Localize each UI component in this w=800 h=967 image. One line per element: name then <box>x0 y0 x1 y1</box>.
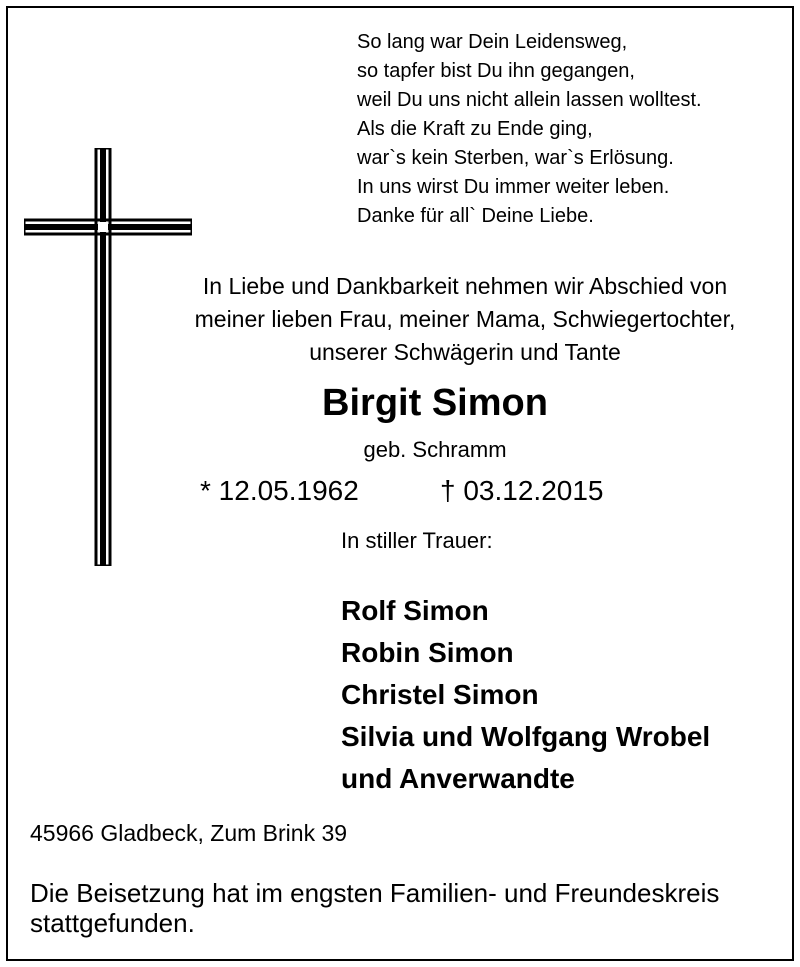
mourner: Robin Simon <box>341 637 514 668</box>
intro-line: unserer Schwägerin und Tante <box>309 339 621 365</box>
mourner: Christel Simon <box>341 679 539 710</box>
poem-line: So lang war Dein Leidensweg, <box>357 31 628 53</box>
poem-line: Danke für all` Deine Liebe. <box>357 205 594 227</box>
poem-line: so tapfer bist Du ihn gegangen, <box>357 60 635 82</box>
intro-line: In Liebe und Dankbarkeit nehmen wir Abschied von <box>202 273 728 299</box>
death-date: † 03.12.2015 <box>440 475 604 506</box>
deceased-name: Birgit Simon <box>322 382 548 424</box>
mourning-label: In stiller Trauer: <box>341 528 493 553</box>
poem-line: In uns wirst Du immer weiter leben. <box>357 176 670 198</box>
mourners-list <box>341 590 710 800</box>
poem-line: Als die Kraft zu Ende ging, <box>357 118 593 140</box>
intro-line: meiner lieben Frau, meiner Mama, Schwiegertochter, <box>194 306 736 332</box>
birth-date: * 12.05.1962 <box>200 475 359 506</box>
poem-line: war`s kein Sterben, war`s Erlösung. <box>357 147 674 169</box>
burial-note: Die Beisetzung hat im engsten Familien- und Freundeskreis stattgefunden. <box>30 878 720 938</box>
mourner: Silvia und Wolfgang Wrobel <box>341 721 711 752</box>
address: 45966 Gladbeck, Zum Brink 39 <box>30 820 348 846</box>
maiden-name: geb. Schramm <box>363 437 507 462</box>
intro-text <box>0 270 800 369</box>
mourner: Rolf Simon <box>341 595 489 626</box>
poem-line: weil Du uns nicht allein lassen wolltest. <box>357 89 702 111</box>
poem <box>357 28 702 231</box>
mourner: und Anverwandte <box>341 763 575 794</box>
